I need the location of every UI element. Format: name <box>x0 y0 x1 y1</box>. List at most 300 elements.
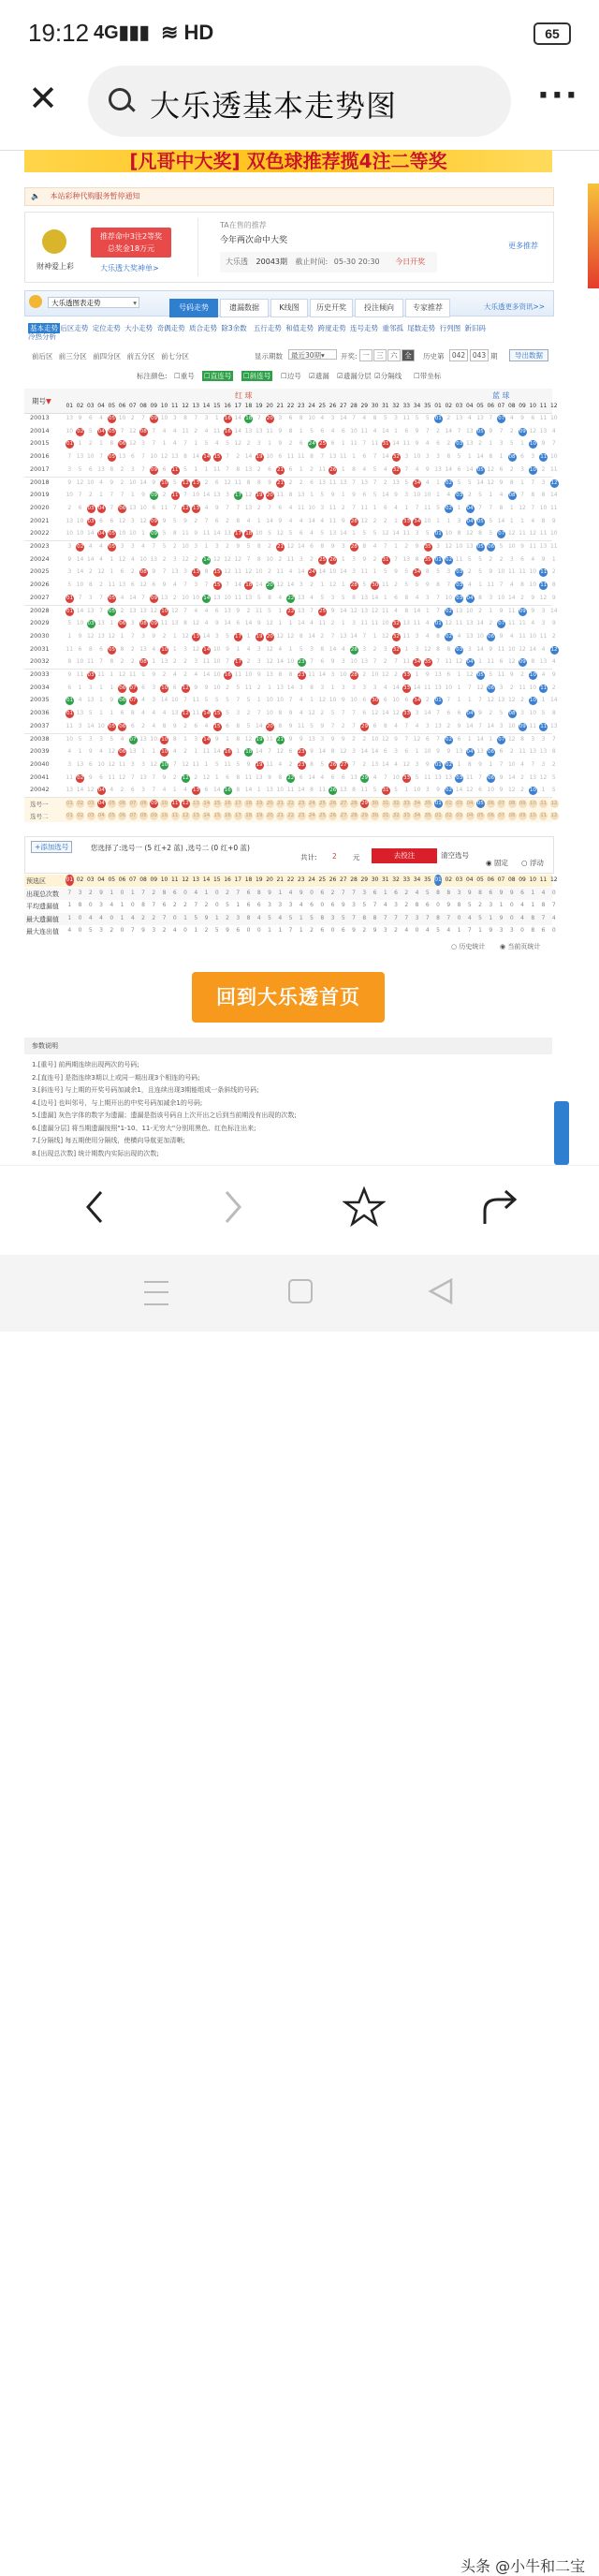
omission-cell: 3 <box>509 555 514 563</box>
select-ball[interactable]: 17 <box>235 813 241 818</box>
select-ball[interactable]: 07 <box>129 801 137 806</box>
omission-cell: 5 <box>478 555 482 563</box>
select-ball[interactable]: 27 <box>340 813 347 818</box>
omission-cell: 10 <box>66 735 74 743</box>
notice-bar[interactable] <box>24 187 554 206</box>
fixed-radio[interactable]: ◉ 固定 <box>486 859 508 867</box>
stats-cell[interactable]: 03 <box>455 876 463 883</box>
select-ball[interactable]: 16 <box>224 801 231 806</box>
subnav-item[interactable]: 冷热分析 <box>28 332 56 341</box>
checkbox-icon: ☐ <box>204 372 211 380</box>
blue-zone-label: 蓝 球 <box>492 391 510 400</box>
home-button[interactable]: 回到大乐透首页 <box>192 972 385 1023</box>
export-button[interactable]: 导出数据 <box>509 349 548 361</box>
stats-cell[interactable]: 06 <box>118 876 126 883</box>
subnav-item[interactable]: 定位走势 <box>92 324 121 332</box>
omission-cell: 10 <box>66 530 74 537</box>
select-ball[interactable]: 13 <box>193 801 199 806</box>
select-ball[interactable]: 24 <box>308 801 315 806</box>
select-ball[interactable]: 01 <box>434 813 442 818</box>
omission-cell: 7 <box>152 787 156 794</box>
select-ball[interactable]: 18 <box>245 813 253 818</box>
zone-tab[interactable]: 前五分区 <box>126 352 155 361</box>
select-ball[interactable]: 06 <box>488 813 494 818</box>
search-bar[interactable] <box>88 66 511 137</box>
omission-cell: 11 <box>266 735 273 743</box>
stats-cell[interactable]: 17 <box>234 876 242 883</box>
omission-cell: 7 <box>226 465 229 473</box>
stats-cell[interactable]: 05 <box>108 876 116 883</box>
select-ball[interactable]: 12 <box>182 801 189 806</box>
omission-cell: 7 <box>99 453 103 461</box>
select-ball[interactable]: 04 <box>466 813 474 818</box>
tab-4[interactable]: 历史开奖 <box>310 299 353 317</box>
select-ball[interactable]: 14 <box>203 801 211 806</box>
select-ball[interactable]: 08 <box>139 813 147 818</box>
toggle-option[interactable]: 三 <box>373 349 387 361</box>
legend-checkbox[interactable] <box>202 371 233 381</box>
stats-cell: 4 <box>172 927 177 934</box>
system-nav-bar <box>0 1255 599 2575</box>
select-ball[interactable]: 01 <box>66 801 73 806</box>
select-ball[interactable]: 10 <box>530 813 536 818</box>
stats-cell[interactable]: 15 <box>212 876 221 883</box>
stats-cell[interactable]: 09 <box>150 876 158 883</box>
subnav-item[interactable]: 后区走势 <box>60 324 89 332</box>
back-triangle-icon[interactable] <box>427 1277 455 1305</box>
omission-cell: 4 <box>320 773 325 781</box>
select-ball[interactable]: 09 <box>519 813 526 818</box>
select-ball[interactable]: 03 <box>456 801 463 806</box>
omission-cell: 13 <box>455 748 463 756</box>
stats-cell[interactable]: 25 <box>318 876 327 883</box>
select-ball[interactable]: 12 <box>550 801 558 806</box>
select-ball[interactable]: 33 <box>403 813 410 818</box>
select-ball[interactable]: 04 <box>97 801 105 806</box>
select-ball[interactable]: 07 <box>129 813 137 818</box>
forward-icon[interactable] <box>221 1188 245 1226</box>
omission-cell: 5 <box>383 568 387 576</box>
subnav-item[interactable]: 跨度走势 <box>317 324 346 332</box>
omission-cell: 11 <box>487 581 495 589</box>
stats-cell: 7 <box>141 889 145 896</box>
subnav-item[interactable]: 除3余数 <box>221 324 247 332</box>
legend-checkbox[interactable] <box>414 371 441 381</box>
user-name[interactable]: 财神爱上彩 <box>37 262 74 271</box>
omission-cell: 7 <box>256 710 261 717</box>
zone-tab[interactable]: 前七分区 <box>161 352 189 361</box>
select-ball[interactable]: 05 <box>109 813 115 818</box>
omission-cell: 12 <box>128 440 137 448</box>
zone-tab[interactable]: 前后区 <box>32 352 53 361</box>
blue-ball: 06 <box>488 749 494 756</box>
omission-cell: 14 <box>308 517 315 524</box>
period-label: 20041 <box>30 773 50 781</box>
select-ball[interactable]: 22 <box>287 813 295 818</box>
subnav-item[interactable]: 连号走势 <box>350 324 378 332</box>
red-ball: 28 <box>350 544 358 550</box>
select-ball[interactable]: 23 <box>298 813 305 818</box>
more-recommend-link[interactable]: 更多推荐 <box>508 242 538 250</box>
select-ball[interactable]: 21 <box>277 801 284 806</box>
stats-cell[interactable]: 03 <box>86 876 95 883</box>
omission-cell: 14 <box>360 748 369 756</box>
float-radio[interactable]: ○ 浮动 <box>521 859 544 867</box>
legend-checkbox[interactable] <box>241 371 272 381</box>
subnav-item[interactable]: 奇偶走势 <box>156 324 185 332</box>
select-ball[interactable]: 11 <box>540 813 548 818</box>
subnav-item[interactable]: 基本走势 <box>30 324 58 332</box>
legend-checkbox[interactable] <box>374 371 402 381</box>
select-ball[interactable]: 12 <box>182 813 189 818</box>
history-to-input[interactable]: 043 <box>470 349 489 361</box>
select-ball[interactable]: 05 <box>476 813 484 818</box>
stats-cell[interactable]: 27 <box>339 876 347 883</box>
omission-cell: 6 <box>320 658 325 666</box>
stats-cell[interactable]: 07 <box>497 876 505 883</box>
select-ball[interactable]: 07 <box>498 801 505 806</box>
stats-cell: 1 <box>67 914 72 921</box>
stats-cell[interactable]: 06 <box>487 876 495 883</box>
stats-cell[interactable]: 32 <box>392 876 400 883</box>
select-ball[interactable]: 13 <box>193 813 199 818</box>
omission-cell: 6 <box>362 492 367 499</box>
select-ball[interactable]: 34 <box>414 813 421 818</box>
subnav-item[interactable]: 大小走势 <box>124 324 153 332</box>
stats-cell[interactable]: 02 <box>76 876 84 883</box>
clear-selection-button[interactable]: 清空选号 <box>441 851 469 860</box>
stats-cell: 1 <box>531 889 535 896</box>
select-ball[interactable]: 18 <box>245 801 253 806</box>
select-ball[interactable]: 11 <box>171 813 179 818</box>
blue-ball: 05 <box>476 518 484 524</box>
select-ball[interactable]: 16 <box>224 813 231 818</box>
chart-select[interactable] <box>48 297 139 308</box>
select-ball[interactable]: 31 <box>382 801 389 806</box>
select-ball[interactable]: 26 <box>329 813 337 818</box>
red-ball: 10 <box>161 646 168 653</box>
select-ball[interactable]: 28 <box>350 813 358 818</box>
select-ball[interactable]: 04 <box>97 813 105 818</box>
legend-checkbox[interactable] <box>309 371 329 381</box>
history-from-input[interactable]: 042 <box>449 349 468 361</box>
omission-cell: 1 <box>436 517 440 524</box>
omission-cell: 12 <box>266 658 273 666</box>
share-icon[interactable] <box>479 1186 520 1228</box>
select-ball[interactable]: 32 <box>392 813 400 818</box>
stats-cell: 4 <box>415 889 419 896</box>
select-ball[interactable]: 02 <box>77 813 84 818</box>
omission-cell: 9 <box>541 555 546 563</box>
select-ball[interactable]: 03 <box>87 813 95 818</box>
stats-cell[interactable]: 31 <box>381 876 389 883</box>
select-ball[interactable]: 26 <box>329 801 337 806</box>
select-ball[interactable]: 35 <box>424 801 431 806</box>
add-selection-button[interactable]: +添加选号 <box>31 841 72 853</box>
stats-cell[interactable]: 04 <box>465 876 474 883</box>
legend-checkbox[interactable] <box>337 371 372 381</box>
red-col-header: 29 <box>360 403 369 409</box>
stats-cell[interactable]: 10 <box>160 876 168 883</box>
stats-cell[interactable]: 19 <box>255 876 263 883</box>
omission-cell: 10 <box>445 684 453 691</box>
stats-cell[interactable]: 26 <box>329 876 337 883</box>
tab-1[interactable]: 号码走势 <box>169 299 218 317</box>
red-ball: 09 <box>151 493 157 499</box>
stats-cell[interactable]: 35 <box>423 876 431 883</box>
menu-icon[interactable] <box>144 1281 168 1305</box>
select-ball[interactable]: 08 <box>508 813 516 818</box>
subnav-item[interactable]: 质合走势 <box>189 324 217 332</box>
select-ball[interactable]: 05 <box>109 801 115 806</box>
omission-cell: 9 <box>352 492 356 499</box>
red-col-header: 35 <box>423 403 431 409</box>
omission-cell: 4 <box>194 607 198 614</box>
select-ball[interactable]: 30 <box>372 801 379 806</box>
stats-cell: 2 <box>152 914 156 921</box>
omission-cell: 8 <box>278 710 283 717</box>
omission-cell: 11 <box>286 787 295 794</box>
select-ball[interactable]: 08 <box>139 801 147 806</box>
omission-cell: 9 <box>141 492 145 499</box>
subnav-item[interactable]: 重邻孤 <box>382 324 403 332</box>
select-ball[interactable]: 09 <box>151 813 157 818</box>
subnav-item[interactable]: 行列图 <box>439 324 461 332</box>
select-ball[interactable]: 05 <box>476 801 484 806</box>
select-ball[interactable]: 09 <box>151 801 157 806</box>
zone-tab[interactable]: 前三分区 <box>58 352 87 361</box>
star-icon[interactable] <box>343 1186 386 1228</box>
omission-cell: 1 <box>341 581 345 589</box>
omission-cell: 11 <box>549 543 558 550</box>
select-ball[interactable]: 24 <box>308 813 315 818</box>
omission-cell: 2 <box>120 607 124 614</box>
stats-cell[interactable]: 29 <box>360 876 369 883</box>
toggle-option[interactable]: 一 <box>359 349 373 361</box>
side-feedback-tab[interactable] <box>554 1101 569 1165</box>
tab-3[interactable]: K线图 <box>270 299 308 317</box>
stats-cell: 0 <box>78 927 82 934</box>
select-ball[interactable]: 01 <box>66 813 73 818</box>
stats-cell: 8 <box>531 927 535 934</box>
omission-cell: 7 <box>352 760 356 768</box>
select-ball[interactable]: 12 <box>550 813 558 818</box>
close-icon[interactable]: ✕ <box>28 78 58 119</box>
stats-cell[interactable]: 13 <box>192 876 200 883</box>
stats-cell[interactable]: 08 <box>139 876 147 883</box>
select-ball[interactable]: 30 <box>372 813 379 818</box>
stats-cell[interactable]: 05 <box>476 876 484 883</box>
page-stats-radio[interactable]: ◉ 当前页统计 <box>500 943 541 950</box>
select-ball[interactable]: 03 <box>87 801 95 806</box>
select-ball[interactable]: 27 <box>340 801 347 806</box>
stats-cell[interactable]: 22 <box>286 876 295 883</box>
stats-cell[interactable]: 30 <box>371 876 379 883</box>
omission-cell: 13 <box>244 427 253 434</box>
stats-cell[interactable]: 10 <box>529 876 537 883</box>
omission-cell: 12 <box>465 671 474 678</box>
select-ball[interactable]: 02 <box>77 801 84 806</box>
stats-cell[interactable]: 28 <box>350 876 358 883</box>
omission-cell: 2 <box>520 787 524 794</box>
stats-cell[interactable]: 14 <box>202 876 211 883</box>
legend-checkbox[interactable] <box>174 371 195 381</box>
select-ball[interactable]: 02 <box>446 813 452 818</box>
omission-cell: 7 <box>130 632 135 640</box>
stats-cell[interactable]: 33 <box>402 876 411 883</box>
omission-cell: 13 <box>97 632 105 640</box>
omission-cell: 11 <box>160 504 168 511</box>
stats-cell[interactable]: 12 <box>182 876 189 883</box>
select-ball[interactable]: 14 <box>203 813 211 818</box>
select-ball[interactable]: 29 <box>361 813 368 818</box>
select-ball[interactable]: 20 <box>266 813 273 818</box>
select-ball[interactable]: 34 <box>414 801 421 806</box>
select-ball[interactable]: 21 <box>277 813 284 818</box>
select-ball[interactable]: 08 <box>508 801 516 806</box>
select-ball[interactable]: 29 <box>361 801 368 806</box>
submit-bet-button[interactable]: 去投注 <box>372 848 437 863</box>
stats-cell: 0 <box>78 914 82 921</box>
side-ad[interactable] <box>588 184 599 288</box>
omission-cell: 14 <box>128 594 137 601</box>
stats-cell[interactable]: 09 <box>519 876 526 883</box>
red-ball: 02 <box>77 774 84 781</box>
stats-cell[interactable]: 11 <box>539 876 548 883</box>
omission-cell: 9 <box>67 478 72 486</box>
omission-cell: 6 <box>99 517 103 524</box>
stats-cell[interactable]: 16 <box>224 876 231 883</box>
select-ball[interactable]: 25 <box>319 813 326 818</box>
stats-cell[interactable]: 12 <box>549 876 558 883</box>
omission-cell: 7 <box>310 658 314 666</box>
periods-select[interactable]: 最近30期▾ <box>288 349 337 360</box>
recommend-button[interactable] <box>91 228 171 258</box>
omission-cell: 11 <box>519 632 526 640</box>
blue-ball: 02 <box>446 479 452 486</box>
subnav-item[interactable]: 五行走势 <box>253 324 282 332</box>
select-ball[interactable]: 17 <box>235 801 241 806</box>
select-ball[interactable]: 06 <box>119 801 126 806</box>
stats-cell[interactable]: 20 <box>266 876 273 883</box>
stats-cell[interactable]: 23 <box>297 876 305 883</box>
omission-cell: 5 <box>288 530 293 537</box>
select-ball[interactable]: 11 <box>540 801 548 806</box>
omission-cell: 12 <box>212 555 221 563</box>
avatar[interactable] <box>42 229 66 254</box>
select-ball[interactable]: 10 <box>530 801 536 806</box>
stats-cell[interactable]: 18 <box>244 876 253 883</box>
select-ball[interactable]: 33 <box>403 801 410 806</box>
zone-tab[interactable]: 前四分区 <box>93 352 122 361</box>
omission-cell: 3 <box>130 517 135 524</box>
stats-cell[interactable]: 11 <box>170 876 179 883</box>
param-item: 3.[斜连号] 与上期的开奖号码加减余1，且连续出现3期能组成一条斜线的号码; <box>32 1086 259 1094</box>
stats-cell[interactable]: 08 <box>507 876 516 883</box>
select-ball[interactable]: 20 <box>266 801 273 806</box>
stats-cell[interactable]: 07 <box>128 876 137 883</box>
select-ball[interactable]: 07 <box>498 813 505 818</box>
subnav-item[interactable]: 尾数走势 <box>407 324 436 332</box>
omission-cell: 1 <box>425 607 430 614</box>
select-ball[interactable]: 06 <box>119 813 126 818</box>
select-ball[interactable]: 28 <box>350 801 358 806</box>
omission-cell: 6 <box>299 773 303 781</box>
stats-cell: 3 <box>152 927 156 934</box>
select-ball[interactable]: 19 <box>256 801 263 806</box>
select-ball[interactable]: 15 <box>213 813 221 818</box>
select-ball[interactable]: 03 <box>456 813 463 818</box>
omission-cell: 12 <box>423 645 431 653</box>
select-ball[interactable]: 10 <box>161 813 168 818</box>
jackpot-link[interactable]: 大乐透大奖神单> <box>100 264 159 272</box>
stats-cell[interactable]: 34 <box>413 876 421 883</box>
history-stats-radio[interactable]: ○ 历史统计 <box>451 943 486 950</box>
stats-cell: 6 <box>162 902 167 908</box>
blue-ball: 10 <box>530 672 536 678</box>
back-icon[interactable] <box>82 1188 107 1226</box>
home-icon[interactable] <box>288 1279 313 1303</box>
blue-ball: 08 <box>508 454 516 461</box>
omission-cell: 11 <box>286 555 295 563</box>
select-ball[interactable]: 35 <box>424 813 431 818</box>
more-news-link[interactable]: 大乐透更多资讯>> <box>484 302 546 311</box>
select-ball[interactable]: 22 <box>287 801 295 806</box>
item-title[interactable]: 今年两次命中大奖 <box>220 236 288 245</box>
tab-5[interactable]: 投注倾向 <box>355 299 403 317</box>
stats-cell[interactable]: 04 <box>97 876 105 883</box>
omission-cell: 7 <box>78 492 82 499</box>
status-bar <box>0 0 599 66</box>
omission-cell: 3 <box>531 735 535 743</box>
subnav-item[interactable]: 和值走势 <box>285 324 314 332</box>
select-ball[interactable]: 19 <box>256 813 263 818</box>
select-ball[interactable]: 23 <box>298 801 305 806</box>
select-ball[interactable]: 25 <box>319 801 326 806</box>
select-ball[interactable]: 10 <box>161 801 168 806</box>
select-ball[interactable]: 32 <box>392 801 400 806</box>
stats-cell[interactable]: 02 <box>445 876 453 883</box>
tab-2[interactable]: 遗漏数据 <box>220 299 269 317</box>
toggle-option[interactable]: 全 <box>402 349 415 361</box>
omission-cell: 14 <box>381 427 389 434</box>
select-ball[interactable]: 31 <box>382 813 389 818</box>
subnav-item[interactable]: 新旧码 <box>464 324 486 332</box>
stats-cell[interactable]: 01 <box>434 875 443 886</box>
select-ball[interactable]: 11 <box>171 801 179 806</box>
select-ball[interactable]: 06 <box>488 801 494 806</box>
select-ball[interactable]: 02 <box>446 801 452 806</box>
omission-cell: 9 <box>509 671 514 678</box>
tab-6[interactable]: 专家推荐 <box>405 299 450 317</box>
stats-cell[interactable]: 21 <box>276 876 285 883</box>
omission-cell: 2 <box>288 478 293 486</box>
toggle-option[interactable]: 六 <box>387 349 401 361</box>
select-ball[interactable]: 01 <box>434 801 442 806</box>
omission-cell: 8 <box>299 415 303 421</box>
stats-cell[interactable]: 24 <box>308 876 315 883</box>
stats-cell: 5 <box>88 927 93 934</box>
ad-banner[interactable]: [凡哥中大奖] 双色球推荐揽4注二等奖 <box>24 150 552 172</box>
select-ball[interactable]: 09 <box>519 801 526 806</box>
select-ball[interactable]: 15 <box>213 801 221 806</box>
select-ball[interactable]: 04 <box>466 801 474 806</box>
omission-cell: 3 <box>541 478 546 486</box>
stats-cell[interactable]: 01 <box>66 875 74 886</box>
legend-checkbox[interactable] <box>281 371 301 381</box>
more-menu-icon[interactable]: ··· <box>537 77 579 114</box>
period-header[interactable] <box>32 396 51 406</box>
